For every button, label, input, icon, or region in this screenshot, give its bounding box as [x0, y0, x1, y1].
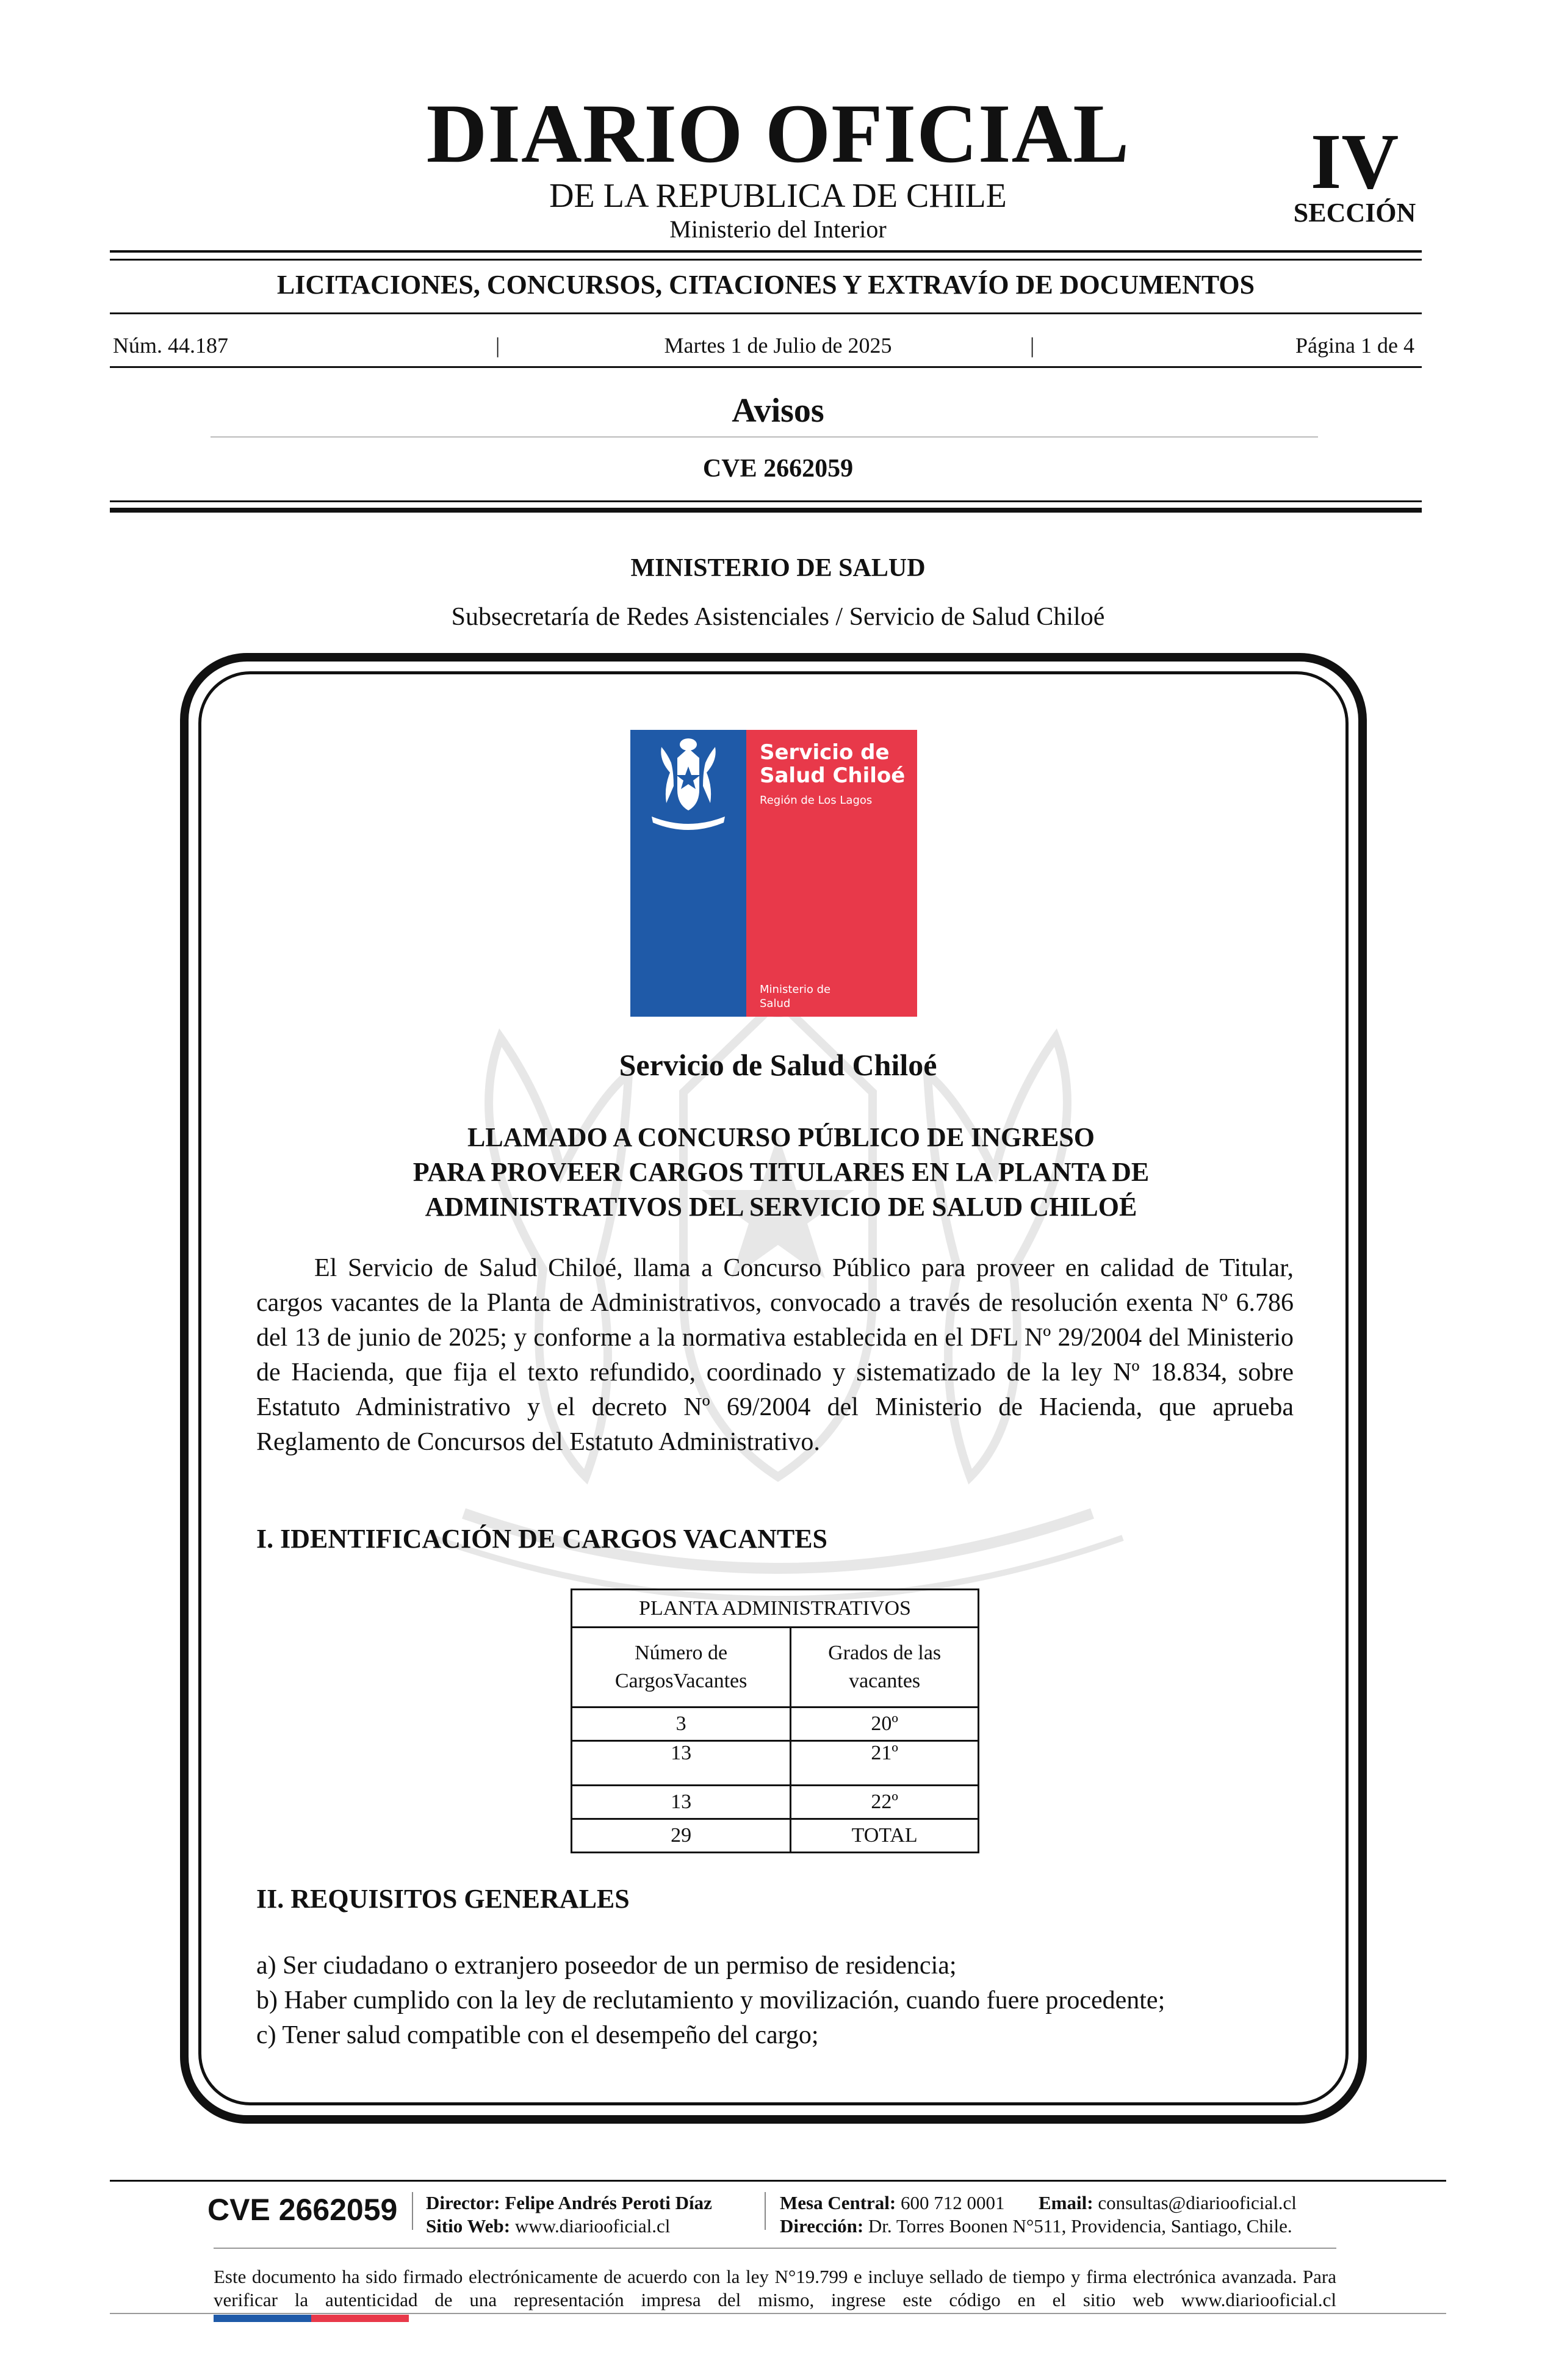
issue-separator: | [495, 333, 500, 358]
notice-category: Avisos [732, 392, 824, 430]
logo-ministry-line-2: Salud [760, 997, 791, 1010]
vacancy-count: 3 [572, 1707, 791, 1741]
column-header-line: CargosVacantes [614, 1670, 747, 1692]
table-row [572, 1707, 979, 1741]
footer-address-label: Dirección: [780, 2215, 864, 2237]
logo-line-2: Salud Chiloé [760, 763, 906, 788]
footer-website [426, 2216, 670, 2235]
masthead-rule-bottom [110, 259, 1422, 261]
issue-separator: | [1030, 333, 1035, 358]
organization-name: Servicio de Salud Chiloé [619, 1048, 937, 1082]
footer-email-link[interactable]: consultas@diariooficial.cl [1098, 2192, 1297, 2213]
column-header-line: Grados de las [828, 1642, 942, 1664]
notice-divider [211, 436, 1318, 438]
footer-director [426, 2193, 712, 2212]
requirement-item: a) Ser ciudadano o extranjero poseedor de un permiso de residencia; [256, 1952, 957, 1980]
table-row-total [572, 1819, 979, 1853]
masthead-ministry: Ministerio del Interior [669, 215, 887, 243]
footer-flag-bar-red [311, 2315, 409, 2322]
intro-paragraph: El Servicio de Salud Chiloé, llama a Concurso Público para proveer en calidad de Titular, cargos vacantes de la Planta de Administrativos, convocado a través de resolución exenta Nº 6.786 del 13 de junio de 2025; y conforme a la normativa establecida en el DFL Nº 29/2004 del Ministerio de Hacienda, que fija el texto refundido, coordinado y sistematizado de la ley Nº 18.834, sobre Estatuto Administrativo y el decreto Nº 69/2004 del Ministerio de Hacienda, que aprueba Reglamento de Concursos del Estatuto Administrativo. [256, 1254, 1294, 1456]
footer-divider [765, 2192, 766, 2230]
issue-rule [110, 366, 1422, 368]
chile-crest-icon [646, 736, 731, 840]
issue-date: Martes 1 de Julio de 2025 [664, 333, 892, 358]
call-title-line: ADMINISTRATIVOS DEL SERVICIO DE SALUD CHILOÉ [425, 1192, 1137, 1222]
logo-region: Región de Los Lagos [760, 794, 873, 807]
table-title: PLANTA ADMINISTRATIVOS [572, 1590, 979, 1628]
vacancy-grade: 22º [791, 1786, 979, 1819]
section-1-title: I. IDENTIFICACIÓN DE CARGOS VACANTES [256, 1524, 828, 1554]
footer-divider [412, 2192, 413, 2230]
servicio-salud-chiloe-logo [630, 730, 917, 1017]
footer-rule-top [110, 2180, 1446, 2182]
footer-website-link[interactable]: www.diariooficial.cl [514, 2215, 671, 2237]
section-number: IV [1310, 118, 1399, 206]
vacancy-grade: 21º [791, 1741, 979, 1786]
column-header-grade [791, 1628, 979, 1707]
vacancies-table [571, 1588, 979, 1853]
footer-phone-label: Mesa Central: [780, 2192, 896, 2213]
notice-rule-bottom [110, 508, 1422, 513]
footer-legal-notice: Este documento ha sido firmado electrónicamente de acuerdo con la ley N°19.799 e incluye sellado de tiempo y firma electrónica avanzada. Para verificar la autenticidad de una representación impresa del mismo, ingrese este código en el sitio web www.diariooficial.cl [214, 2266, 1336, 2310]
issue-page: Página 1 de 4 [1295, 333, 1414, 358]
footer-rule-bottom [110, 2313, 1446, 2314]
notice-cve: CVE 2662059 [702, 455, 854, 483]
footer-rule-mid [214, 2248, 1336, 2249]
column-header-count [572, 1628, 791, 1707]
footer-director-label: Director: [426, 2192, 500, 2213]
vacancy-grade-total: TOTAL [791, 1819, 979, 1853]
issue-number: Núm. 44.187 [113, 333, 228, 358]
vacancy-count-total: 29 [572, 1819, 791, 1853]
ministry-name: MINISTERIO DE SALUD [630, 554, 926, 582]
section-band-rule [110, 312, 1422, 314]
footer-cve: CVE 2662059 [207, 2193, 398, 2227]
footer-phone: 600 712 0001 [901, 2192, 1005, 2213]
footer-website-label: Sitio Web: [426, 2215, 511, 2237]
requirement-item: b) Haber cumplido con la ley de reclutamiento y movilización, cuando fuere procedente; [256, 1986, 1165, 2014]
masthead-subtitle: DE LA REPUBLICA DE CHILE [549, 177, 1007, 215]
column-header-line: vacantes [849, 1670, 921, 1692]
column-header-line: Número de [635, 1642, 728, 1664]
footer-address-text: Dr. Torres Boonen N°511, Providencia, Santiago, Chile. [868, 2215, 1292, 2237]
call-title-line: LLAMADO A CONCURSO PÚBLICO DE INGRESO [467, 1122, 1095, 1152]
notice-rule-top [110, 500, 1422, 502]
call-title [305, 1120, 1257, 1224]
vacancy-count: 13 [572, 1786, 791, 1819]
footer-address [780, 2216, 1292, 2235]
table-row [572, 1741, 979, 1786]
table-row [572, 1786, 979, 1819]
logo-ministry-line-1: Ministerio de [760, 983, 831, 996]
section-label: SECCIÓN [1293, 198, 1416, 228]
footer-email-label: Email: [1039, 2192, 1093, 2213]
call-title-line: PARA PROVEER CARGOS TITULARES EN LA PLANTA DE [412, 1157, 1150, 1187]
vacancy-grade: 20º [791, 1707, 979, 1741]
logo-line-1: Servicio de [760, 740, 890, 765]
vacancy-count: 13 [572, 1741, 791, 1786]
ministry-subsecretaria: Subsecretaría de Redes Asistenciales / Servicio de Salud Chiloé [451, 603, 1105, 631]
requirement-item: c) Tener salud compatible con el desempeño del cargo; [256, 2021, 819, 2049]
section-2-title: II. REQUISITOS GENERALES [256, 1884, 630, 1914]
footer-flag-bar-blue [214, 2315, 311, 2322]
masthead-rule-top [110, 250, 1422, 253]
footer-contact [780, 2193, 1297, 2212]
section-band-title: LICITACIONES, CONCURSOS, CITACIONES Y EXTRAVÍO DE DOCUMENTOS [276, 270, 1255, 300]
footer-director-name: Felipe Andrés Peroti Díaz [505, 2192, 712, 2213]
masthead-title: DIARIO OFICIAL [426, 87, 1130, 180]
